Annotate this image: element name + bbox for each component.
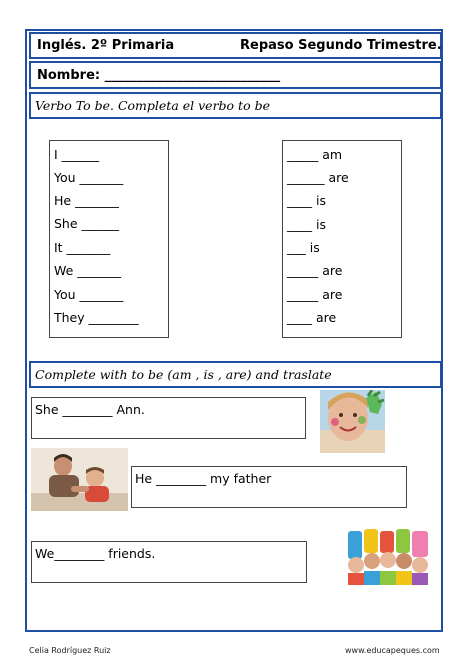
sentence-1[interactable]: She ________ Ann. — [35, 402, 145, 417]
header-box — [29, 32, 442, 59]
pronoun-row[interactable]: I ______ — [54, 147, 100, 162]
sentence-3[interactable]: We________ friends. — [35, 546, 156, 561]
pronoun-row[interactable]: We _______ — [54, 263, 122, 278]
verb-row[interactable]: ____ is — [287, 217, 326, 232]
verb-list — [282, 140, 402, 338]
verb-row[interactable]: ____ is — [287, 193, 326, 208]
sentence-box-3 — [31, 541, 307, 583]
verb-row[interactable]: _____ am — [287, 147, 343, 162]
pronoun-row[interactable]: You _______ — [54, 170, 124, 185]
name-field[interactable]: Nombre: ___________________________ — [37, 68, 281, 83]
friends-group-photo — [344, 527, 433, 585]
exercise1-instruction: Verbo To be. Completa el verbo to be — [35, 98, 270, 113]
website-link[interactable]: www.educapeques.com — [345, 646, 440, 655]
verb-row[interactable]: _____ are — [287, 287, 343, 302]
exercise1-instruction-box — [29, 92, 442, 119]
exercise2-instruction: Complete with to be (am , is , are) and traslate — [35, 367, 332, 382]
child-painted-hands-photo — [320, 390, 385, 453]
pronoun-row[interactable]: He _______ — [54, 193, 119, 208]
author-credit: Celia Rodríguez Ruiz — [29, 646, 111, 655]
verb-row[interactable]: ____ are — [287, 310, 337, 325]
verb-row[interactable]: _____ are — [287, 263, 343, 278]
pronoun-row[interactable]: It _______ — [54, 240, 111, 255]
verb-row[interactable]: ______ are — [287, 170, 349, 185]
verb-row[interactable]: ___ is — [287, 240, 320, 255]
name-box — [29, 61, 442, 89]
exercise2-instruction-box — [29, 361, 442, 388]
pronoun-list — [49, 140, 169, 338]
father-and-child-photo — [31, 448, 128, 511]
worksheet-title: Repaso Segundo Trimestre. — [240, 38, 442, 53]
pronoun-row[interactable]: They ________ — [54, 310, 139, 325]
pronoun-row[interactable]: She ______ — [54, 216, 120, 231]
subject-title: Inglés. 2º Primaria — [37, 38, 175, 53]
sentence-box-1 — [31, 397, 306, 439]
pronoun-row[interactable]: You _______ — [54, 287, 124, 302]
sentence-2[interactable]: He ________ my father — [135, 471, 272, 486]
sentence-box-2 — [131, 466, 407, 508]
